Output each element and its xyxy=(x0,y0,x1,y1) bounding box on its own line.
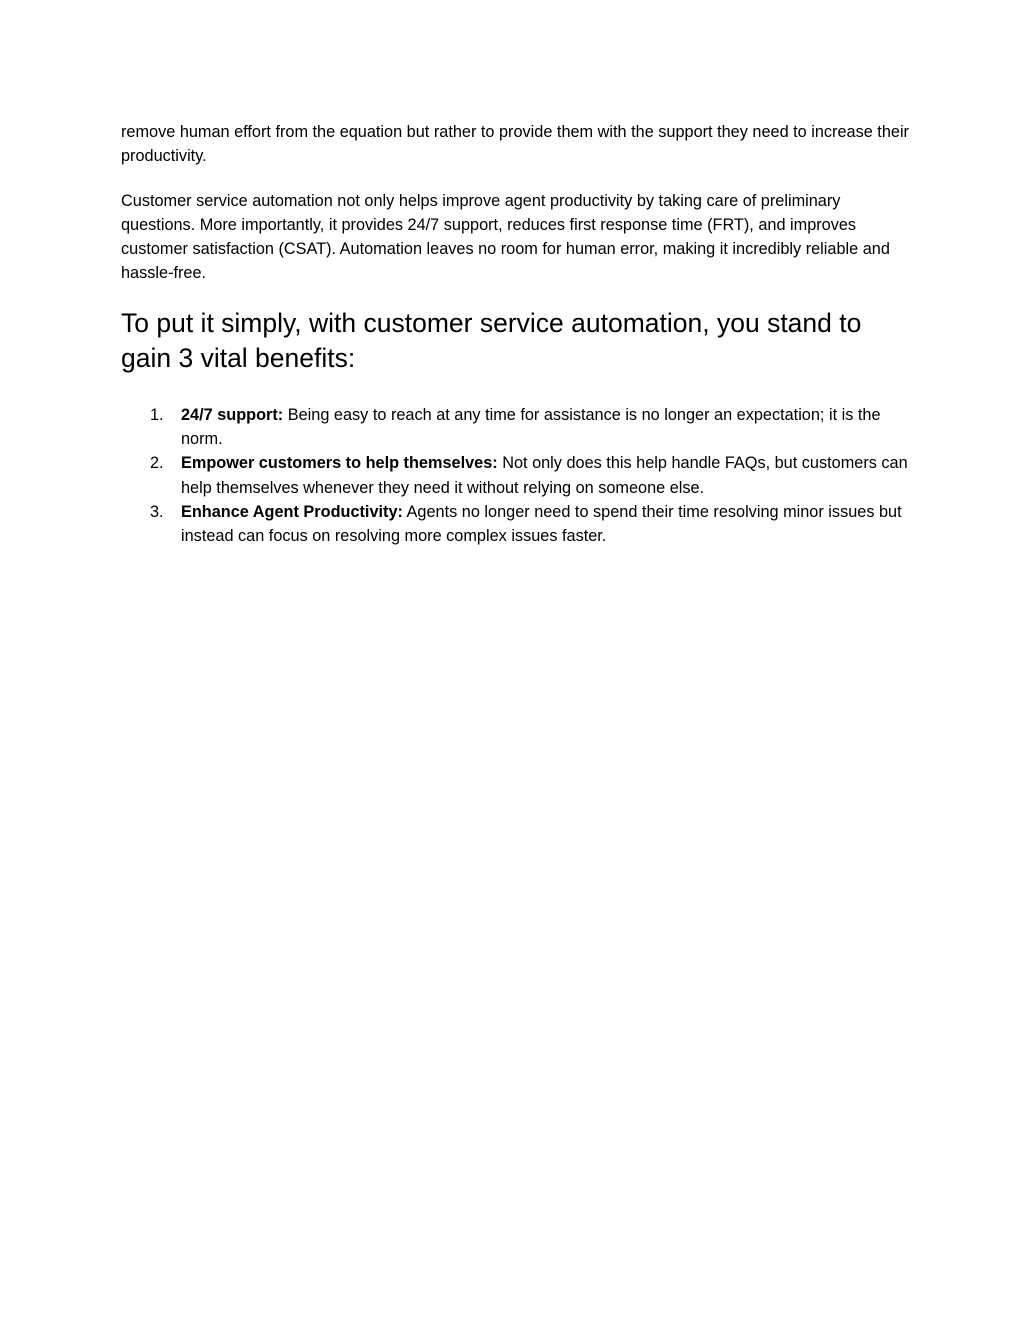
list-item-label: Empower customers to help themselves: xyxy=(181,454,498,473)
list-item xyxy=(121,403,911,452)
list-item-number: 2. xyxy=(150,454,164,473)
list-item-text: Being easy to reach at any time for assistance is no longer an expectation; it is the norm. xyxy=(181,405,881,449)
list-item xyxy=(121,500,911,549)
document-page xyxy=(121,120,911,549)
benefits-list xyxy=(121,403,911,549)
list-item-label: Enhance Agent Productivity: xyxy=(181,502,403,521)
list-item-label: 24/7 support: xyxy=(181,405,284,424)
list-item xyxy=(121,451,911,500)
list-item-text: Agents no longer need to spend their time resolving minor issues but instead can focus on resolving more complex issues faster. xyxy=(181,502,902,546)
paragraph-automation-benefits: Customer service automation not only helps improve agent productivity by taking care of preliminary questions. More importantly, it provides 24/7 support, reduces first response time (FRT), and improves customer satisfaction (CSAT). Automation leaves no room for human error, making it incredibly reliable and hassle-free. xyxy=(121,191,890,283)
list-item-number: 1. xyxy=(150,405,164,424)
list-item-text: Not only does this help handle FAQs, but customers can help themselves whenever they need it without relying on someone else. xyxy=(181,454,908,497)
paragraph-productivity: remove human effort from the equation but rather to provide them with the support they need to increase their productivity. xyxy=(121,123,909,166)
list-item-number: 3. xyxy=(150,502,164,521)
section-heading: To put it simply, with customer service automation, you stand to gain 3 vital benefits: xyxy=(121,307,862,373)
